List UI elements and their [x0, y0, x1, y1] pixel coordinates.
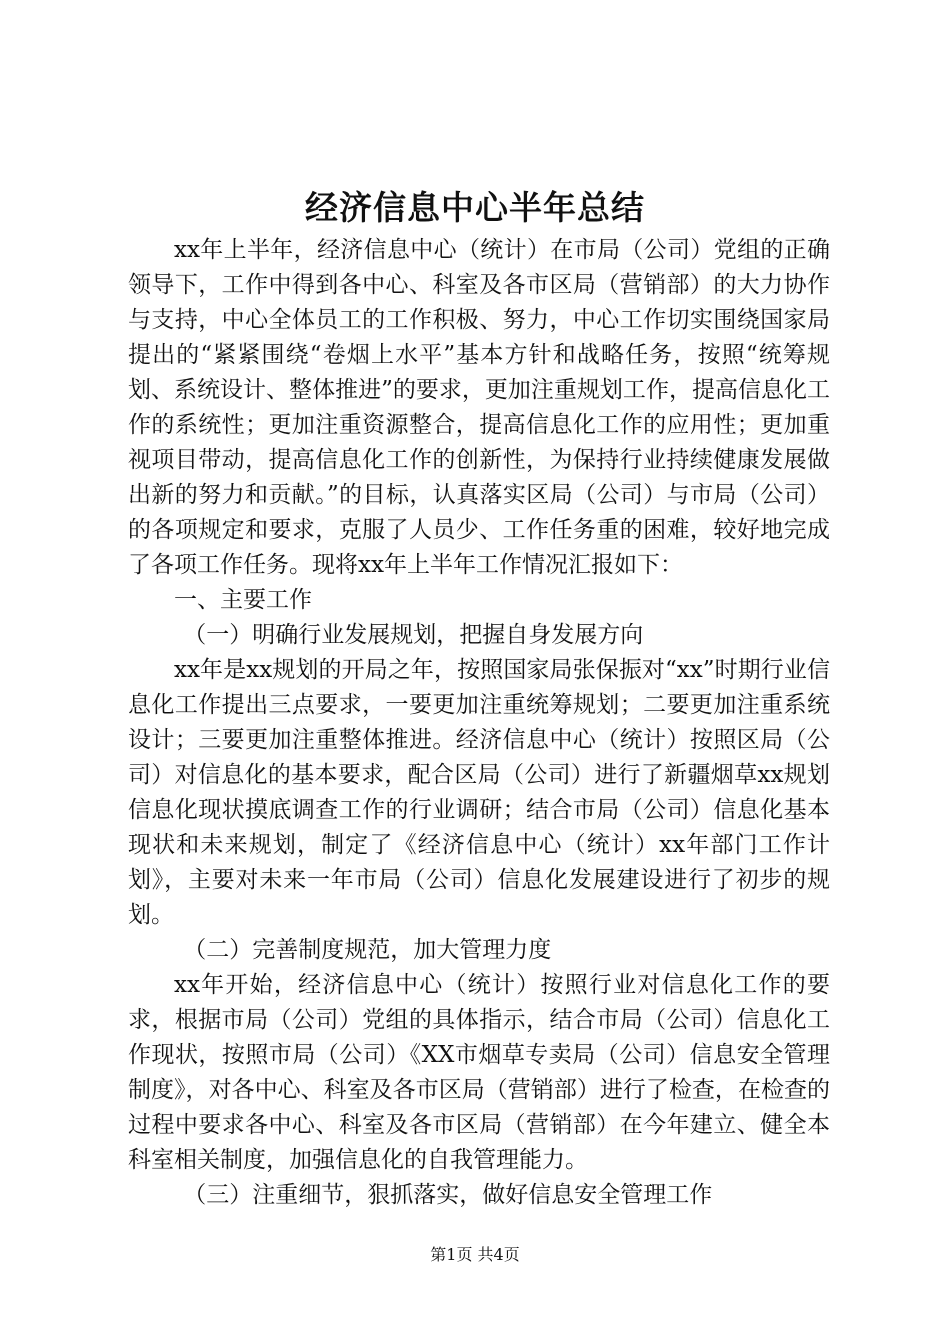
subsection-heading-3: （三）注重细节，狠抓落实，做好信息安全管理工作 — [183, 1182, 713, 1208]
document-body — [128, 233, 830, 1213]
subsection-heading-2: （二）完善制度规范，加大管理力度 — [183, 937, 552, 963]
subsection-heading-1: （一）明确行业发展规划，把握自身发展方向 — [183, 622, 644, 648]
document-title: 经济信息中心半年总结 — [305, 188, 645, 227]
intro-paragraph: xx年上半年，经济信息中心（统计）在市局（公司）党组的正确领导下，工作中得到各中心、科室及各市区局（营销部）的大力协作与支持，中心全体员工的工作积极、努力，中心工作切实围绕国家局提出的“紧紧围绕“卷烟上水平”基本方针和战略任务，按照“统筹规划、系统设计、整体推进”的要求，更加注重规划工作，提高信息化工作的系统性；更加注重资源整合，提高信息化工作的应用性；更加重视项目带动，提高信息化工作的创新性，为保持行业持续健康发展做出新的努力和贡献。”的目标，认真落实区局（公司）与市局（公司）的各项规定和要求，克服了人员少、工作任务重的困难，较好地完成了各项工作任务。现将xx年上半年工作情况汇报如下： — [128, 237, 830, 578]
subsection-1-paragraph: xx年是xx规划的开局之年，按照国家局张保振对“xx”时期行业信息化工作提出三点要求，一要更加注重统筹规划；二要更加注重系统设计；三要更加注重整体推进。经济信息中心（统计）按照区局（公司）对信息化的基本要求，配合区局（公司）进行了新疆烟草xx规划信息化现状摸底调查工作的行业调研；结合市局（公司）信息化基本现状和未来规划，制定了《经济信息中心（统计）xx年部门工作计划》，主要对未来一年市局（公司）信息化发展建设进行了初步的规划。 — [128, 657, 830, 928]
page-number-footer: 第1页 共4页 — [430, 1245, 520, 1264]
section-heading-main-work: 一、主要工作 — [174, 587, 312, 613]
subsection-2-paragraph: xx年开始，经济信息中心（统计）按照行业对信息化工作的要求，根据市局（公司）党组的具体指示，结合市局（公司）信息化工作现状，按照市局（公司）《XX市烟草专卖局（公司）信息安全管理制度》，对各中心、科室及各市区局（营销部）进行了检查，在检查的过程中要求各中心、科室及各市区局（营销部）在今年建立、健全本科室相关制度，加强信息化的自我管理能力。 — [128, 972, 830, 1173]
